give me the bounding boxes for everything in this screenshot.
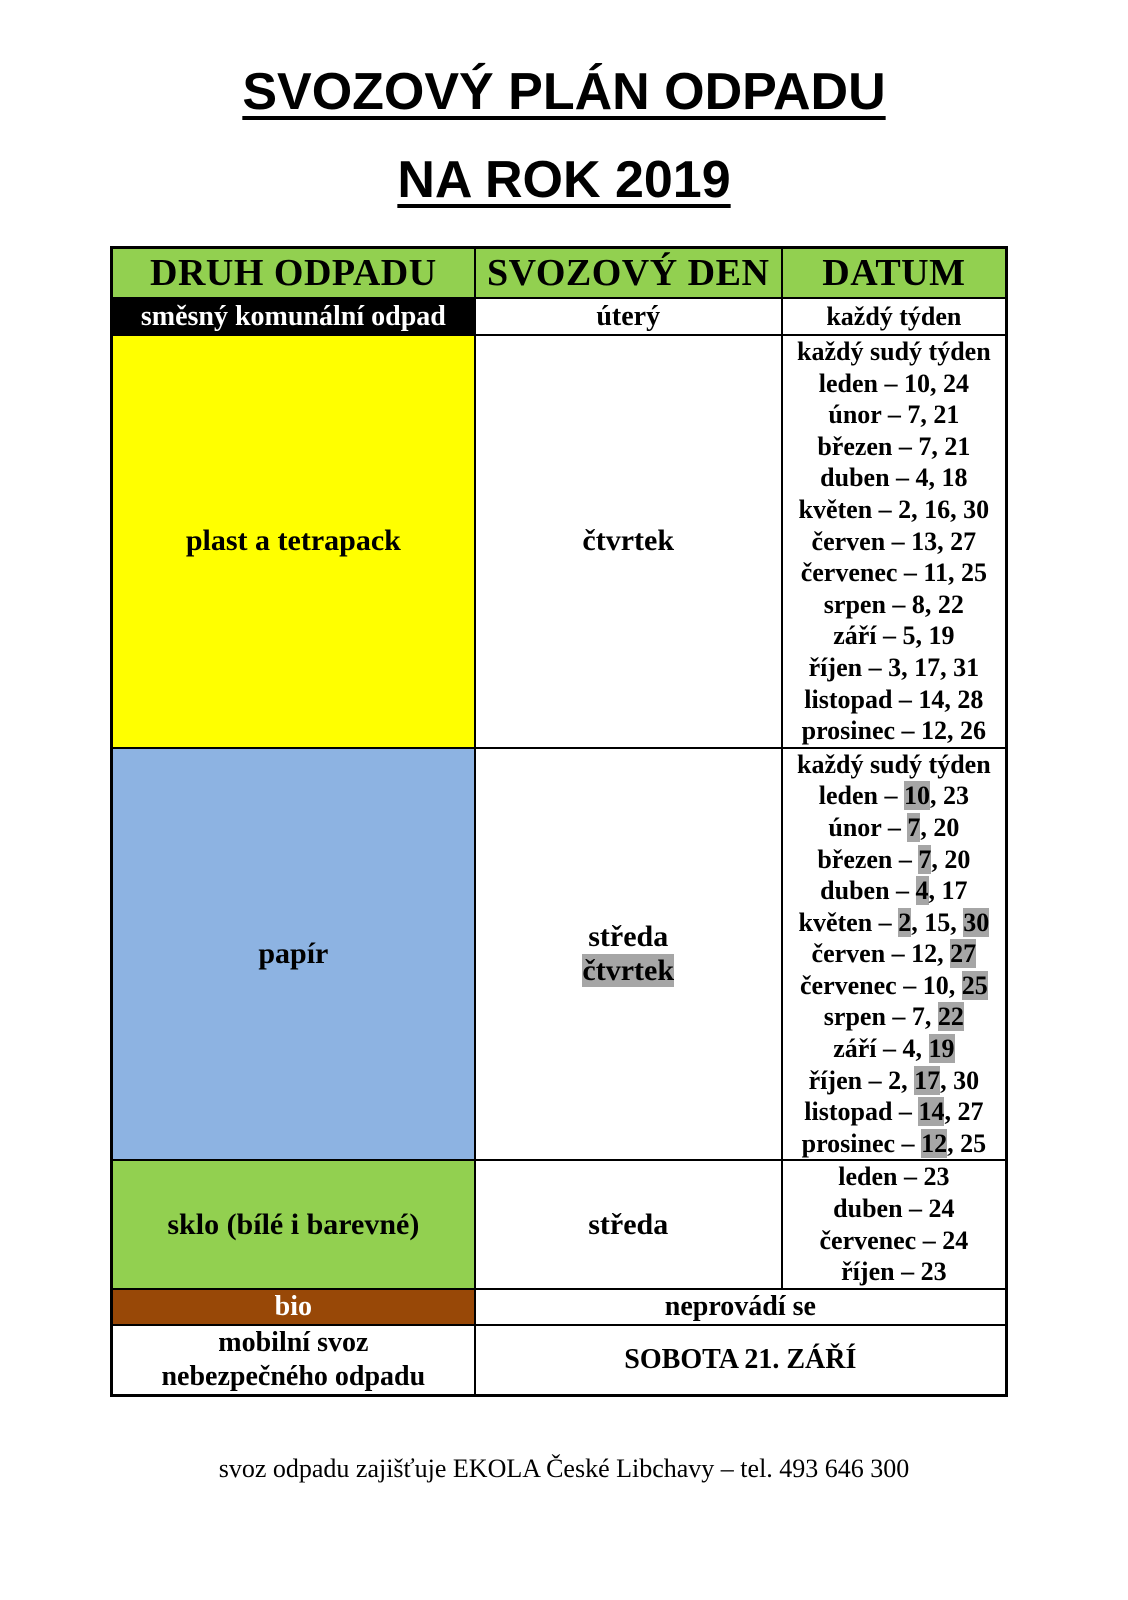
paper-date-highlight: 7 <box>907 812 921 842</box>
plastic-date-line: červen – 13, 27 <box>811 526 977 556</box>
plastic-date-line: březen – 7, 21 <box>817 431 971 461</box>
glass-date-line: leden – 23 <box>838 1162 950 1192</box>
paper-date-highlight: 14 <box>918 1097 945 1127</box>
paper-date-text: , 30 <box>940 1065 980 1095</box>
table-header-row <box>112 248 1007 299</box>
glass-date-line: říjen – 23 <box>841 1257 947 1287</box>
title-text-1: SVOZOVÝ PLÁN ODPADU <box>242 63 886 121</box>
paper-date-line <box>783 970 1005 1002</box>
paper-date-highlight: 12 <box>921 1128 948 1158</box>
paper-date-text: , 20 <box>920 812 960 842</box>
paper-date-text: únor – <box>828 812 908 842</box>
paper-day-2 <box>476 954 781 988</box>
paper-date-text: , 17 <box>928 876 968 906</box>
paper-date-line <box>783 749 1005 781</box>
paper-date-line <box>783 1096 1005 1128</box>
paper-date-line <box>783 1128 1005 1160</box>
paper-date-text: , 20 <box>931 844 971 874</box>
paper-date-text: , 15, <box>911 907 964 937</box>
paper-day-1: středa <box>588 920 669 954</box>
paper-date-line <box>783 780 1005 812</box>
paper-date-highlight: 2 <box>898 907 912 937</box>
header-waste-type: DRUH ODPADU <box>112 248 475 299</box>
row-glass <box>112 1160 1007 1288</box>
row-bio <box>112 1289 1007 1325</box>
paper-date-highlight: 17 <box>914 1065 941 1095</box>
row-mixed-waste <box>112 298 1007 335</box>
glass-date-line: červenec – 24 <box>819 1225 969 1255</box>
glass-date-line: duben – 24 <box>833 1194 955 1224</box>
paper-date-text: srpen – 7, <box>823 1002 938 1032</box>
mobile-type-line2: nebezpečného odpadu <box>161 1360 426 1392</box>
plastic-date-line: srpen – 8, 22 <box>823 589 964 619</box>
paper-date-highlight: 22 <box>937 1002 964 1032</box>
plastic-type: plast a tetrapack <box>112 335 475 748</box>
paper-type: papír <box>112 748 475 1161</box>
bio-note: neprovádí se <box>475 1289 1007 1325</box>
paper-date-line <box>783 938 1005 970</box>
paper-date-line <box>783 875 1005 907</box>
plastic-date-line: říjen – 3, 17, 31 <box>808 652 980 682</box>
mobile-hazardous-type <box>112 1325 475 1396</box>
paper-date-text: leden – <box>818 781 904 811</box>
row-paper <box>112 748 1007 1161</box>
paper-date-text: prosinec – <box>801 1128 922 1158</box>
paper-date-highlight: 25 <box>961 970 988 1000</box>
plastic-date-line: leden – 10, 24 <box>818 368 969 398</box>
paper-date-text: červenec – 10, <box>800 970 962 1000</box>
plastic-date-line: únor – 7, 21 <box>828 400 960 430</box>
plastic-day: čtvrtek <box>475 335 782 748</box>
paper-date-highlight: 19 <box>928 1034 955 1064</box>
mixed-waste-day: úterý <box>475 298 782 335</box>
plastic-date-line: červenec – 11, 25 <box>800 558 987 588</box>
mixed-waste-date: každý týden <box>782 298 1007 335</box>
paper-date-text: , 27 <box>944 1097 984 1127</box>
mobile-hazardous-date: SOBOTA 21. ZÁŘÍ <box>475 1325 1007 1396</box>
plastic-date-line: září – 5, 19 <box>833 621 955 651</box>
paper-date-highlight: 27 <box>950 939 977 969</box>
glass-day: středa <box>475 1160 782 1288</box>
plastic-date-line: prosinec – 12, 26 <box>801 716 987 746</box>
footer-contact: svoz odpadu zajišťuje EKOLA České Libchavy – tel. 493 646 300 <box>218 1454 910 1483</box>
paper-date-text: říjen – 2, <box>808 1065 915 1095</box>
paper-date-line <box>783 1033 1005 1065</box>
plastic-date-line: květen – 2, 16, 30 <box>798 494 990 524</box>
paper-date-line <box>783 907 1005 939</box>
paper-date-text: každý sudý týden <box>797 749 991 779</box>
paper-date-highlight: 4 <box>915 876 929 906</box>
glass-type: sklo (bílé i barevné) <box>112 1160 475 1288</box>
paper-date-text: duben – <box>820 876 916 906</box>
title-text-2: NA ROK 2019 <box>397 151 731 209</box>
paper-date-highlight: 30 <box>963 907 990 937</box>
paper-date-text: listopad – <box>804 1097 919 1127</box>
paper-date-text: září – 4, <box>833 1034 929 1064</box>
paper-day <box>475 748 782 1161</box>
bio-type: bio <box>112 1289 475 1325</box>
paper-date-highlight: 7 <box>918 844 932 874</box>
paper-date-line <box>783 1001 1005 1033</box>
plastic-date-line: každý sudý týden <box>797 337 991 366</box>
mobile-type-line1: mobilní svoz <box>218 1326 369 1358</box>
paper-date-text: květen – <box>798 907 899 937</box>
plastic-dates <box>782 335 1007 748</box>
paper-date-text: červen – 12, <box>811 939 951 969</box>
header-collection-day: SVOZOVÝ DEN <box>475 248 782 299</box>
paper-dates <box>782 748 1007 1161</box>
page-title-line2 <box>0 150 1128 210</box>
paper-date-line <box>783 1065 1005 1097</box>
page-title-line1 <box>0 62 1128 122</box>
paper-date-text: , 23 <box>929 781 969 811</box>
paper-date-line <box>783 844 1005 876</box>
row-plastic <box>112 335 1007 748</box>
paper-date-text: , 25 <box>947 1128 987 1158</box>
plastic-date-line: duben – 4, 18 <box>820 463 968 493</box>
waste-schedule-table <box>110 246 1008 1397</box>
paper-day-2-highlight: čtvrtek <box>582 954 675 988</box>
mixed-waste-type: směsný komunální odpad <box>112 298 475 335</box>
paper-date-line <box>783 812 1005 844</box>
paper-date-highlight: 10 <box>903 781 930 811</box>
glass-dates <box>782 1160 1007 1288</box>
plastic-date-line: listopad – 14, 28 <box>804 684 984 714</box>
row-mobile-hazardous <box>112 1325 1007 1396</box>
header-date: DATUM <box>782 248 1007 299</box>
paper-date-text: březen – <box>817 844 919 874</box>
